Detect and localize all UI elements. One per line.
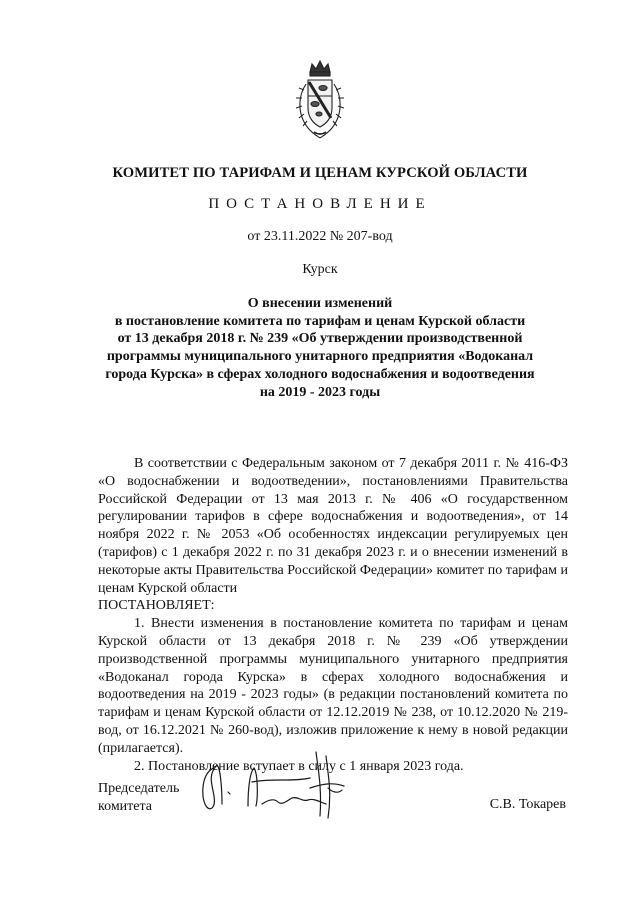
subject-line: О внесении изменений [247, 296, 393, 311]
document-city: Курск [302, 262, 338, 277]
document-body [98, 455, 568, 775]
document-type: ПОСТАНОВЛЕНИЕ [208, 196, 432, 212]
signatory-title-line: Председатель [98, 781, 180, 796]
committee-name: КОМИТЕТ ПО ТАРИФАМ И ЦЕНАМ КУРСКОЙ ОБЛАСТИ [112, 165, 528, 181]
document-subject [0, 295, 640, 401]
clause-1-paragraph: 1. Внести изменения в постановление комитета по тарифам и ценам Курской области от 13 декабря 2018 г. № 239 «Об утверждении производственной программы муниципального унитарного предприятия «Водоканал города Курска» в сферах холодного водоснабжения и водоотведения на 2019 - 2023 годы» (в редакции постановлений комитета по тарифам и ценам Курской области от 12.12.2019 № 238, от 10.12.2020 № 219-вод, от 16.12.2021 № 260-вод), изложив приложение к нему в новой редакции (прилагается). [98, 616, 568, 756]
subject-line: на 2019 - 2023 годы [259, 384, 381, 400]
signatory-title-line: комитета [98, 798, 153, 814]
document-date-number: от 23.11.2022 № 207-вод [247, 229, 393, 244]
subject-line: от 13 декабря 2018 г. № 239 «Об утверждении производственной [117, 331, 523, 347]
subject-line: города Курска» в сферах холодного водоснабжения и водоотведения [105, 366, 535, 382]
resolution-keyword: ПОСТАНОВЛЯЕТ: [98, 598, 215, 614]
preamble-paragraph: В соответствии с Федеральным законом от 7 декабря 2011 г. № 416-ФЗ «О водоснабжении и водоотведении», постановлениями Правительства Российской Федерации от 13 мая 2013 г. № 406 «О государственном регулировании тарифов в сфере водоснабжения и водоотведения», от 14 ноября 2022 г. № 2053 «Об особенностях индексации регулируемых цен (тарифов) с 1 декабря 2022 г. по 31 декабря 2023 г. и о внесении изменений в некоторые акты Правительства Российской Федерации» комитет по тарифам и ценам Курской области [98, 456, 568, 596]
handwritten-signature-icon [192, 748, 388, 820]
signatory-title [98, 780, 179, 816]
clause-2-paragraph: 2. Постановление вступает в силу с 1 января 2023 года. [134, 758, 464, 774]
subject-line: в постановление комитета по тарифам и ценам Курской области [114, 313, 526, 329]
signatory-name: С.В. Токарев [489, 797, 566, 812]
coat-of-arms-icon [292, 58, 348, 142]
subject-line: программы муниципального унитарного предприятия «Водоканал [106, 349, 534, 365]
